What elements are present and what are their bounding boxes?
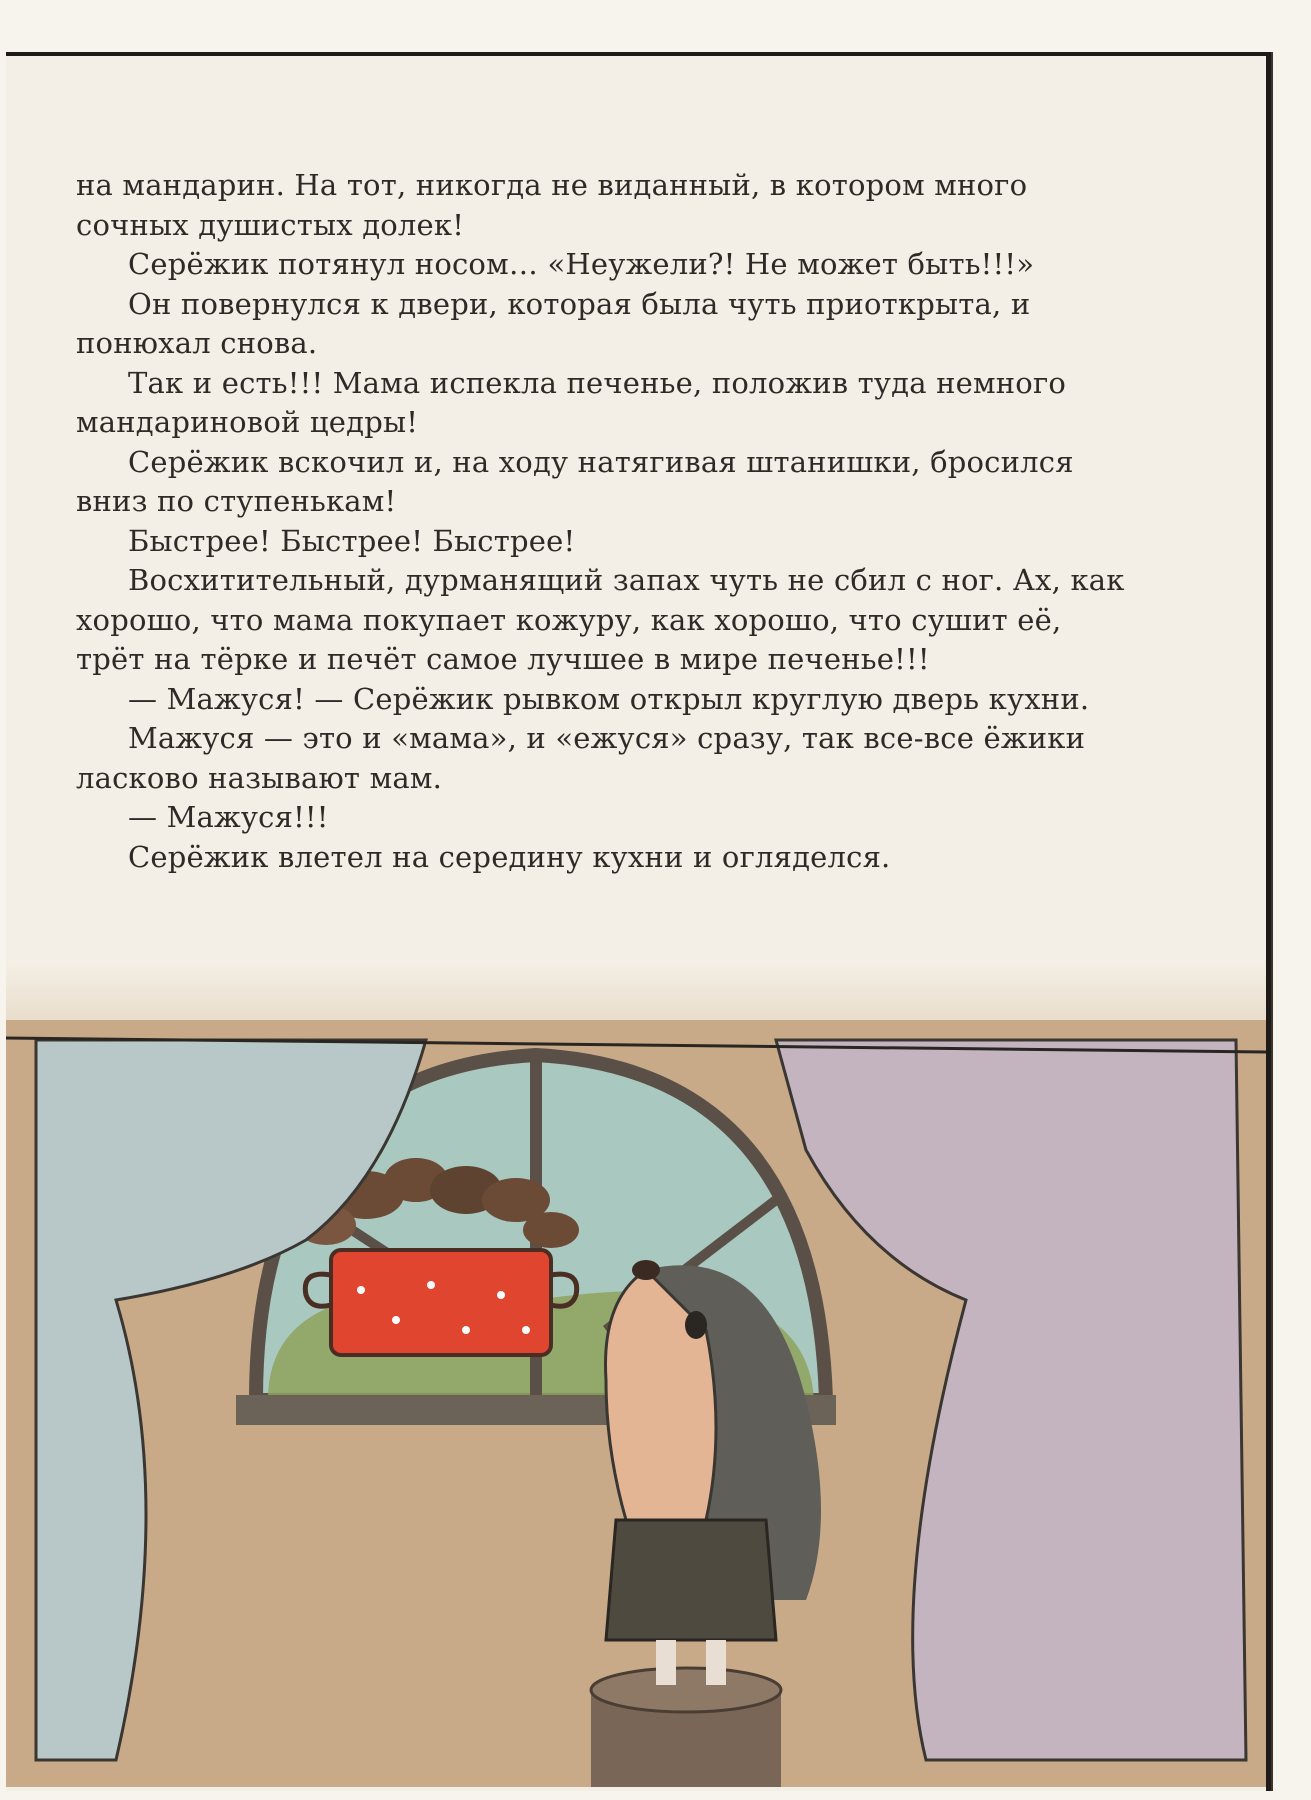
- story-text: [76, 166, 1136, 877]
- paragraph: Быстрее! Быстрее! Быстрее!: [128, 523, 576, 558]
- paragraph: Восхитительный, дурманящий запах чуть не сбил с ног. Ах, как хорошо, что мама покупает кожуру, как хорошо, что сушит её, трёт на тёрке и печёт самое лучшее в мире печенье!!!: [76, 563, 1125, 676]
- paragraph: на мандарин. На тот, никогда не виданный, в котором много сочных душистых долек!: [76, 168, 1028, 242]
- paragraph: Он повернулся к двери, которая была чуть приоткрыта, и понюхал снова.: [76, 286, 1031, 360]
- kitchen-illustration: [6, 1000, 1266, 1787]
- paragraph: Серёжик вскочил и, на ходу натягивая штанишки, бросился вниз по ступенькам!: [76, 444, 1074, 518]
- paragraph: — Мажуся! — Серёжик рывком открыл круглую дверь кухни.: [128, 681, 1090, 716]
- tree-stump: [591, 1668, 781, 1787]
- paragraph: Мажуся — это и «мама», и «ежуся» сразу, так все-все ёжики ласково называют мам.: [76, 721, 1086, 795]
- paragraph: Серёжик потянул носом… «Неужели?! Не может быть!!!»: [128, 247, 1035, 281]
- illustration-svg: [6, 1000, 1266, 1787]
- paragraph: Серёжик влетел на середину кухни и огляделся.: [128, 839, 891, 874]
- paragraph: — Мажуся!!!: [128, 800, 329, 834]
- paragraph: Так и есть!!! Мама испекла печенье, положив туда немного мандариновой цедры!: [76, 365, 1067, 439]
